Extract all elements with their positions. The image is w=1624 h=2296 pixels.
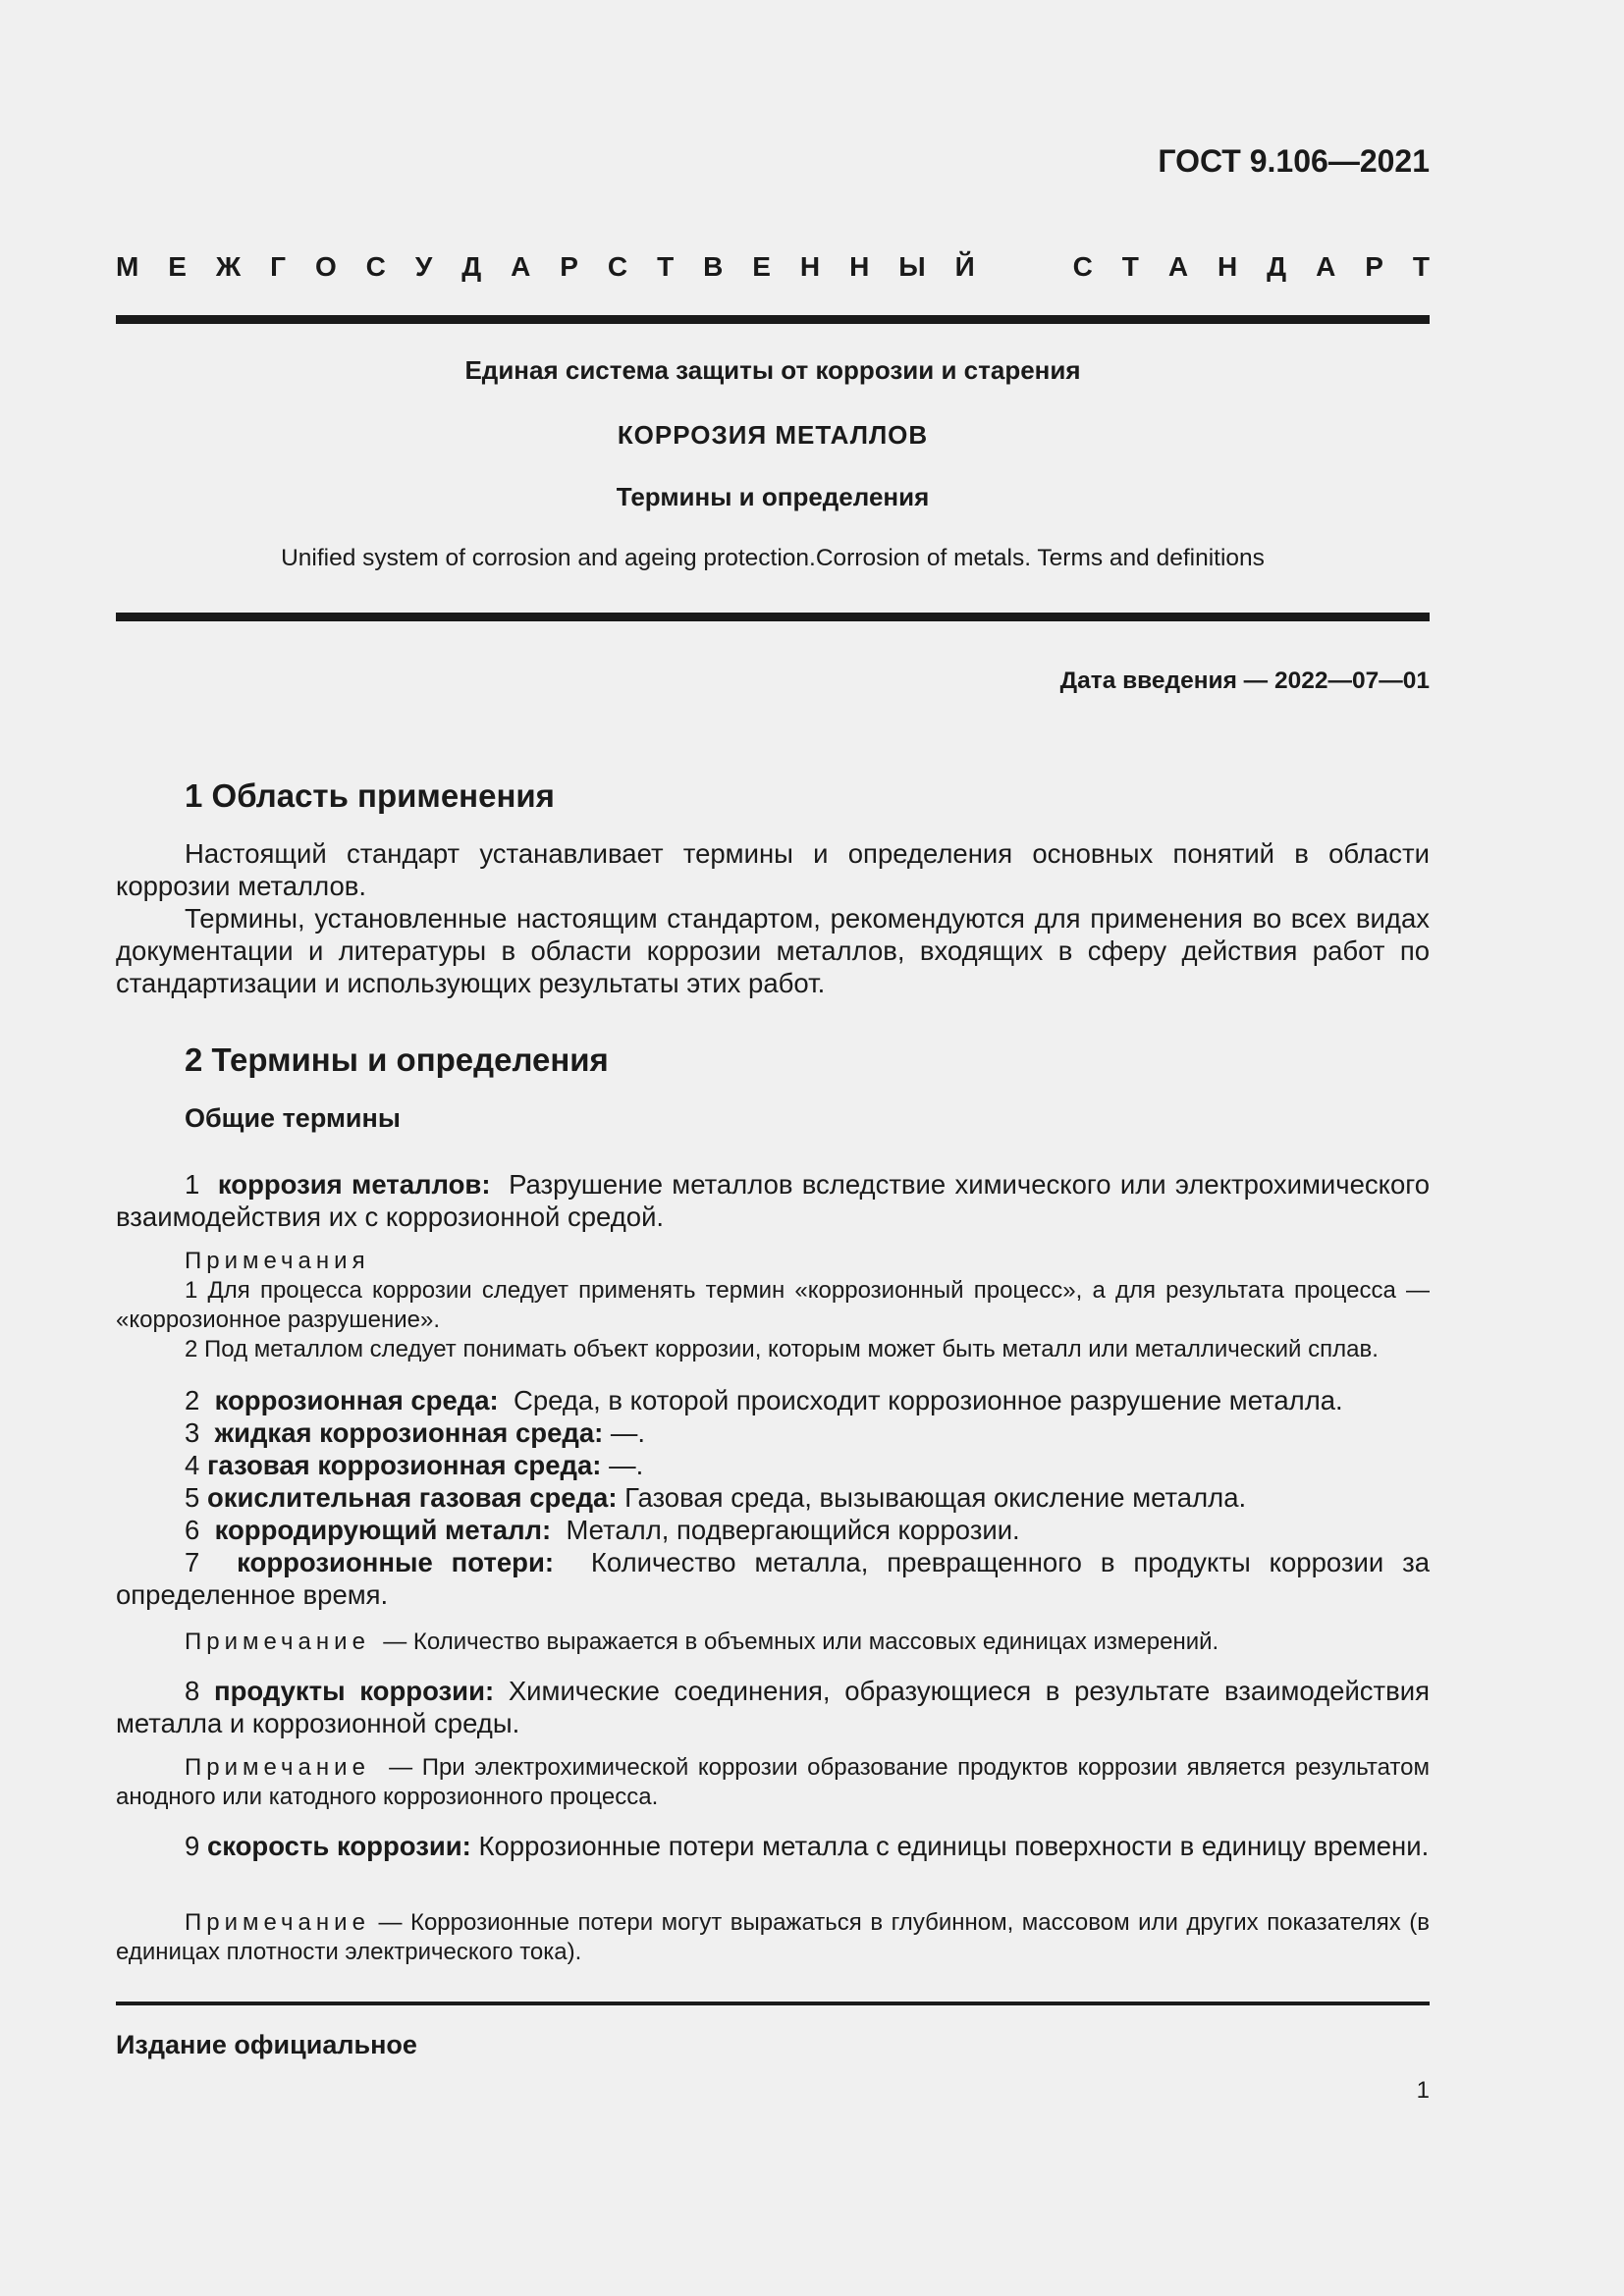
- note-label: Примечание: [185, 1909, 370, 1936]
- title-letter: А: [511, 251, 531, 282]
- term-8: 8 продукты коррозии: Химические соединения, образующиеся в результате взаимодействия металла и коррозионной среды.: [116, 1676, 1431, 1738]
- document-title: КОРРОЗИЯ МЕТАЛЛОВ: [617, 420, 929, 450]
- title-letter: Н: [1218, 251, 1238, 282]
- title-letter: Р: [1365, 251, 1383, 282]
- title-letter: М: [116, 251, 139, 282]
- term-3: 3 жидкая коррозионная среда: —.: [185, 1417, 646, 1448]
- title-letter: Н: [849, 251, 870, 282]
- title-letter: О: [314, 251, 337, 282]
- title-letter: Е: [168, 251, 187, 282]
- gost-number: ГОСТ 9.106—2021: [1158, 143, 1430, 179]
- term-2: 2 коррозионная среда: Среда, в которой происходит коррозионное разрушение металла.: [185, 1385, 1343, 1415]
- note-text: — При электрохимической коррозии образование продуктов коррозии является результатом анодного или катодного коррозионного процесса.: [116, 1754, 1430, 1810]
- title-letter: У: [414, 251, 433, 282]
- note-text: — Количество выражается в объемных или массовых единицах измерений.: [383, 1629, 1219, 1655]
- title-letter: Е: [752, 251, 771, 282]
- term-definition: Разрушение металлов вследствие химического или электрохимического взаимодействия их с коррозионной средой.: [116, 1169, 1431, 1232]
- note-9: [116, 1908, 1430, 1967]
- title-letter: Т: [1412, 251, 1430, 282]
- title-word-gap: [1004, 251, 1044, 283]
- title-letter: С: [607, 251, 628, 282]
- note-7: [116, 1628, 1430, 1657]
- note-8: [116, 1753, 1430, 1812]
- term-6: 6 корродирующий металл: Металл, подвергающийся коррозии.: [185, 1515, 1020, 1545]
- term-9: 9 скорость коррозии: Коррозионные потери металла с единицы поверхности в единицу времени.: [185, 1831, 1430, 1861]
- term-4: 4 газовая коррозионная среда: —.: [185, 1450, 644, 1480]
- top-divider: [116, 315, 1430, 324]
- term-number: 1: [185, 1169, 200, 1200]
- term-5: 5 окислительная газовая среда: Газовая среда, вызывающая окисление металла.: [185, 1482, 1247, 1513]
- title-letter: Ы: [898, 251, 926, 282]
- general-terms-heading: Общие термины: [185, 1103, 401, 1133]
- section-1-heading: 1 Область применения: [185, 777, 555, 814]
- title-letter: Г: [270, 251, 287, 282]
- section-2-heading: 2 Термины и определения: [185, 1041, 609, 1078]
- title-letter: С: [1072, 251, 1093, 282]
- standard-type-title: [116, 251, 1430, 283]
- title-letter: Т: [1121, 251, 1139, 282]
- introduction-date: Дата введения — 2022—07—01: [1059, 667, 1430, 694]
- notes-label: Примечания: [185, 1248, 370, 1274]
- notes-block-1: [116, 1247, 1430, 1364]
- official-edition-label: Издание официальное: [116, 2030, 417, 2059]
- term-7: 7 коррозионные потери: Количество металла, превращенного в продукты коррозии за определенное время.: [116, 1547, 1431, 1610]
- title-letter: В: [703, 251, 724, 282]
- page-number: 1: [1416, 2077, 1430, 2104]
- title-letter: Д: [1267, 251, 1287, 282]
- term-1: [116, 1168, 1430, 1233]
- section-1-paragraph: Термины, установленные настоящим стандартом, рекомендуются для применения во всех видах документации и литературы в области коррозии металлов, входящих в сферу действия работ по стандартизации и использующих результаты этих работ.: [116, 903, 1430, 998]
- title-letter: Н: [799, 251, 821, 282]
- title-letter: Р: [560, 251, 578, 282]
- title-letter: С: [365, 251, 386, 282]
- english-title: Unified system of corrosion and ageing protection.Corrosion of metals. Terms and definitions: [281, 545, 1265, 571]
- note-label: Примечание: [185, 1629, 370, 1655]
- section-1-body: [116, 837, 1430, 999]
- title-divider: [116, 613, 1430, 621]
- term-name: коррозия металлов:: [217, 1169, 491, 1200]
- title-letter: Й: [954, 251, 975, 282]
- title-letter: А: [1167, 251, 1189, 282]
- title-letter: Д: [461, 251, 482, 282]
- terms-list: [116, 1384, 1430, 1611]
- system-title: Единая система защиты от коррозии и старения: [464, 355, 1081, 385]
- title-letter: Т: [657, 251, 675, 282]
- document-subtitle: Термины и определения: [616, 482, 930, 511]
- note-item: 2 Под металлом следует понимать объект коррозии, которым может быть металл или металлический сплав.: [185, 1336, 1379, 1362]
- section-1-paragraph: Настоящий стандарт устанавливает термины и определения основных понятий в области коррозии металлов.: [116, 838, 1430, 901]
- title-letter: А: [1316, 251, 1336, 282]
- note-label: Примечание: [185, 1754, 370, 1781]
- footer-divider: [116, 2002, 1430, 2005]
- note-item: 1 Для процесса коррозии следует применять термин «коррозионный процесс», а для результата процесса — «коррозионное разрушение».: [116, 1277, 1430, 1333]
- title-letter: Ж: [215, 251, 242, 282]
- note-text: — Коррозионные потери могут выражаться в глубинном, массовом или других показателях (в единицах плотности электрического тока).: [116, 1909, 1430, 1965]
